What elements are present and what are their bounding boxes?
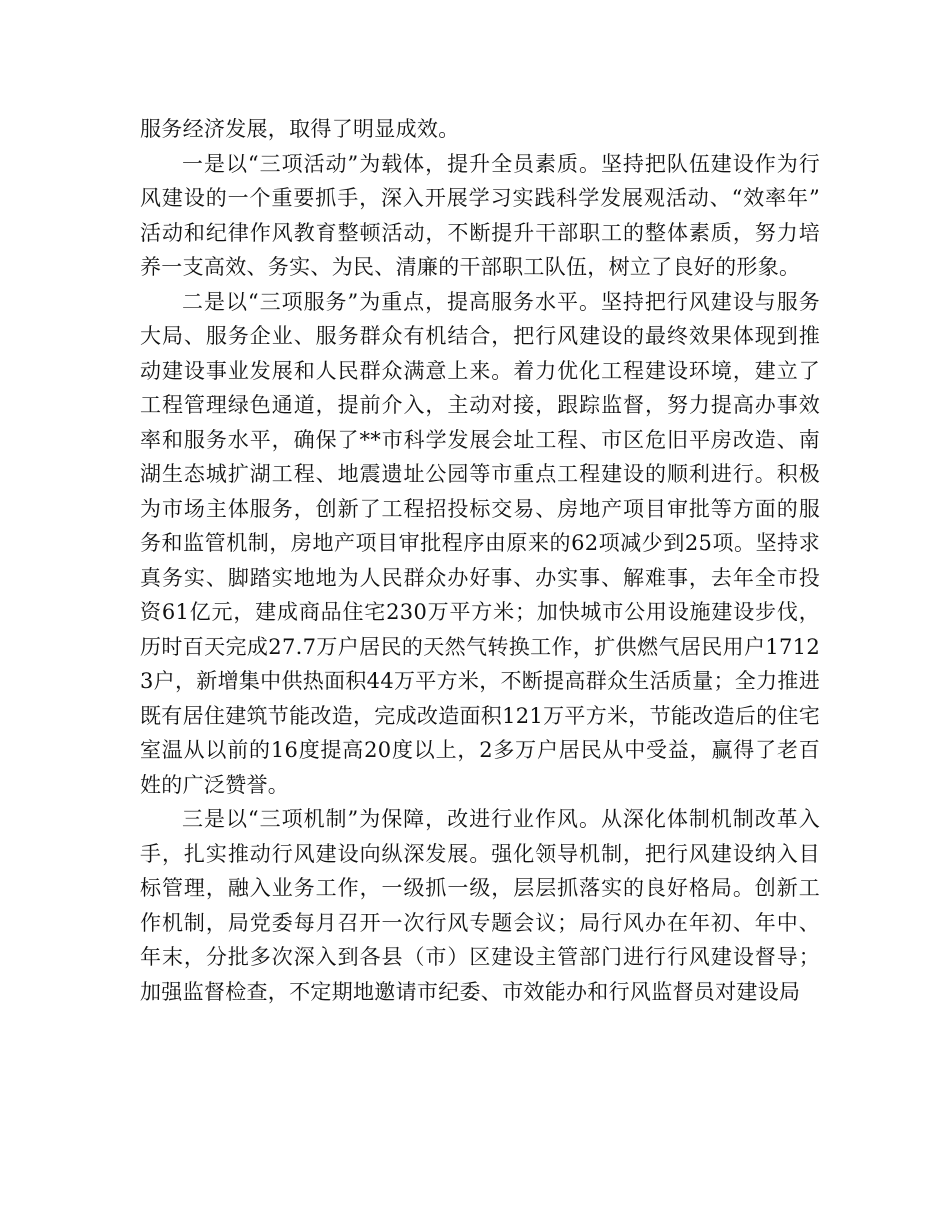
paragraph-continuation: 服务经济发展，取得了明显成效。 (140, 117, 460, 141)
paragraph-three-activities: 一是以“三项活动”为载体，提升全员素质。坚持把队伍建设作为行风建设的一个重要抓手，深入开展学习实践科学发展观活动、“效率年”活动和纪律作风教育整顿活动，不断提升干部职工的整体素质，努力培养一支高效、务实、为民、清廉的干部职工队伍，树立了良好的形象。 (140, 151, 820, 279)
document-body (140, 112, 820, 1009)
paragraph-three-services: 二是以“三项服务”为重点，提高服务水平。坚持把行风建设与服务大局、服务企业、服务群众有机结合，把行风建设的最终效果体现到推动建设事业发展和人民群众满意上来。着力优化工程建设环境，建立了工程管理绿色通道，提前介入，主动对接，跟踪监督，努力提高办事效率和服务水平，确保了**市科学发展会址工程、市区危旧平房改造、南湖生态城扩湖工程、地震遗址公园等市重点工程建设的顺利进行。积极为市场主体服务，创新了工程招投标交易、房地产项目审批等方面的服务和监管机制，房地产项目审批程序由原来的62项减少到25项。坚持求真务实、脚踏实地地为人民群众办好事、办实事、解难事，去年全市投资61亿元，建成商品住宅230万平方米；加快城市公用设施建设步伐，历时百天完成27.7万户居民的天然气转换工作，扩供燃气居民用户17123户，新增集中供热面积44万平方米，不断提高群众生活质量；全力推进既有居住建筑节能改造，完成改造面积121万平方米，节能改造后的住宅室温从以前的16度提高20度以上，2多万户居民从中受益，赢得了老百姓的广泛赞誉。 (140, 289, 820, 797)
paragraph-three-mechanisms: 三是以“三项机制”为保障，改进行业作风。从深化体制机制改革入手，扎实推动行风建设向纵深发展。强化领导机制，把行风建设纳入目标管理，融入业务工作，一级抓一级，层层抓落实的良好格局。创新工作机制，局党委每月召开一次行风专题会议；局行风办在年初、年中、年末，分批多次深入到各县（市）区建设主管部门进行行风建设督导；加强监督检查，不定期地邀请市纪委、市效能办和行风监督员对建设局 (140, 807, 820, 1004)
